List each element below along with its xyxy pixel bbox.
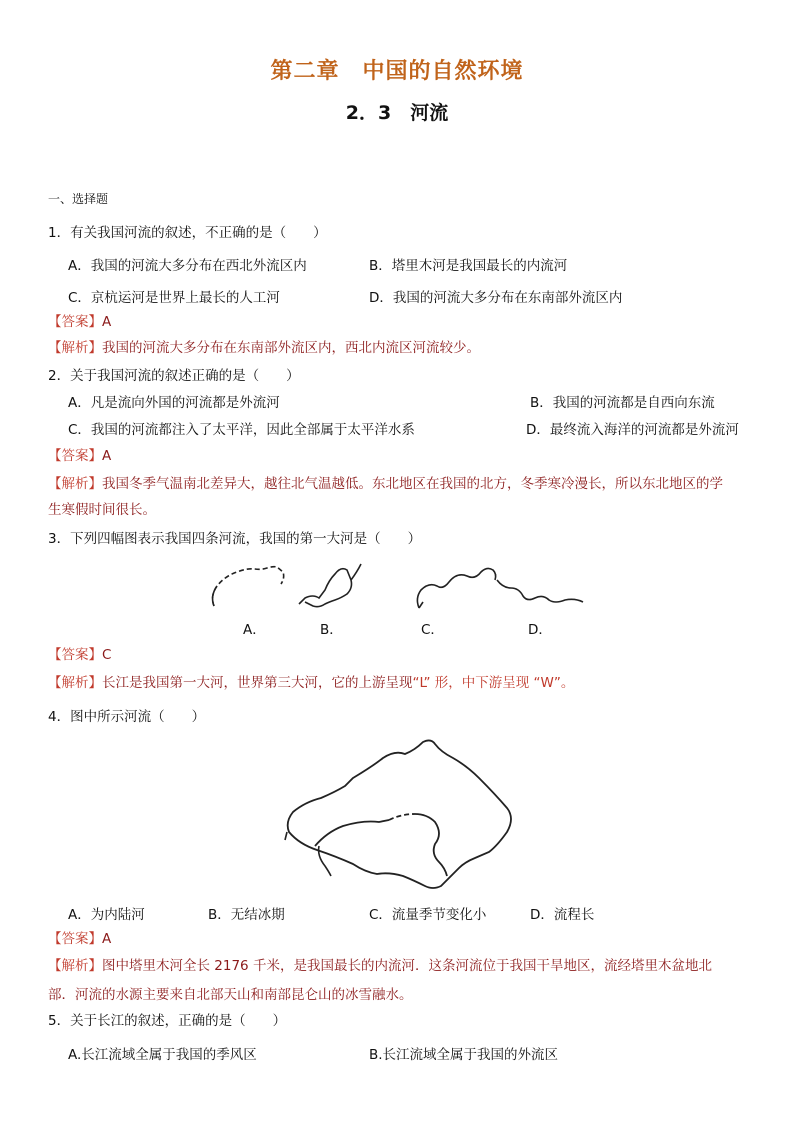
q4-answer <box>48 927 111 947</box>
river-dashed <box>389 814 415 820</box>
river-outline-d <box>497 580 583 602</box>
q1-explanation <box>48 336 480 356</box>
explain-tag: 【解析】 <box>48 476 102 492</box>
explain-tag: 【解析】 <box>48 675 102 691</box>
q2-stem: 2．关于我国河流的叙述正确的是（ ） <box>48 368 300 384</box>
q1-option-a: A．我国的河流大多分布在西北外流区内 <box>68 258 307 274</box>
q2-answer <box>48 444 111 464</box>
q3-answer <box>48 643 111 663</box>
answer-tag: 【答案】 <box>48 647 102 663</box>
section-heading: 一、选择题 <box>48 192 109 206</box>
q2-option-b: B．我国的河流都是自西向东流 <box>530 395 715 411</box>
q3-river-figures <box>205 558 590 614</box>
river-upper <box>415 814 447 876</box>
explain-tag: 【解析】 <box>48 340 102 356</box>
q4-option-d: D．流程长 <box>530 907 595 923</box>
river-outline-a <box>213 567 284 606</box>
basin-outline <box>288 740 511 888</box>
section-subtitle: 2．3 河流 <box>345 102 449 124</box>
q5-option-b: B.长江流域全属于我国的外流区 <box>369 1047 559 1063</box>
answer-value: A <box>102 314 112 330</box>
q1-answer <box>48 310 111 330</box>
q1-option-b: B．塔里木河是我国最长的内流河 <box>369 258 568 274</box>
answer-value: A <box>102 931 112 947</box>
explain-text-highlight: “L” 形，中下游呈现 “W”。 <box>412 675 575 691</box>
q2-option-a: A．凡是流向外国的河流都是外流河 <box>68 395 280 411</box>
q4-option-a: A．为内陆河 <box>68 907 145 923</box>
river-outline-b <box>299 564 361 607</box>
q4-option-b: B．无结冰期 <box>208 907 285 923</box>
q2-option-d: D．最终流入海洋的河流都是外流河 <box>526 422 739 438</box>
answer-tag: 【答案】 <box>48 314 102 330</box>
q4-explanation-cont: 部．河流的水源主要来自北部天山和南部昆仑山的冰雪融水。 <box>48 987 413 1003</box>
q3-label-d: D． <box>528 622 552 638</box>
chapter-title: 第二章 中国的自然环境 <box>270 59 524 84</box>
q2-explanation-cont: 生寒假时间很长。 <box>48 502 156 518</box>
answer-value: A <box>102 448 112 464</box>
q1-option-c: C．京杭运河是世界上最长的人工河 <box>68 290 280 306</box>
explain-text: 我国冬季气温南北差异大，越往北气温越低。东北地区在我国的北方，冬季寒冷漫长，所以东北地区的学 <box>102 476 723 492</box>
q5-option-a: A.长江流域全属于我国的季风区 <box>68 1047 257 1063</box>
river-left <box>285 832 287 840</box>
q4-explanation <box>48 954 712 974</box>
q4-tarim-river-map <box>283 736 515 896</box>
q3-label-c: C． <box>421 622 444 638</box>
q3-label-b: B． <box>320 622 343 638</box>
q1-option-d: D．我国的河流大多分布在东南部外流区内 <box>369 290 623 306</box>
answer-tag: 【答案】 <box>48 931 102 947</box>
explain-tag: 【解析】 <box>48 958 102 974</box>
q4-option-c: C．流量季节变化小 <box>369 907 487 923</box>
river-main <box>315 820 389 846</box>
river-outline-c <box>417 568 495 608</box>
q1-stem: 1．有关我国河流的叙述，不正确的是（ ） <box>48 225 327 241</box>
answer-value: C <box>102 647 112 663</box>
q5-stem: 5．关于长江的叙述，正确的是（ ） <box>48 1013 287 1029</box>
explain-text: 图中塔里木河全长 2176 千米，是我国最长的内流河．这条河流位于我国干旱地区，流经塔里木盆地北 <box>102 958 712 974</box>
q3-explanation <box>48 671 574 691</box>
q4-stem: 4．图中所示河流（ ） <box>48 709 206 725</box>
answer-tag: 【答案】 <box>48 448 102 464</box>
q2-explanation <box>48 472 723 492</box>
explain-text: 我国的河流大多分布在东南部外流区内，西北内流区河流较少。 <box>102 340 480 356</box>
explain-text: 长江是我国第一大河，世界第三大河，它的上游呈现 <box>102 675 413 691</box>
q3-label-a: A． <box>243 622 266 638</box>
q3-stem: 3．下列四幅图表示我国四条河流，我国的第一大河是（ ） <box>48 531 422 547</box>
q2-option-c: C．我国的河流都注入了太平洋，因此全部属于太平洋水系 <box>68 422 415 438</box>
